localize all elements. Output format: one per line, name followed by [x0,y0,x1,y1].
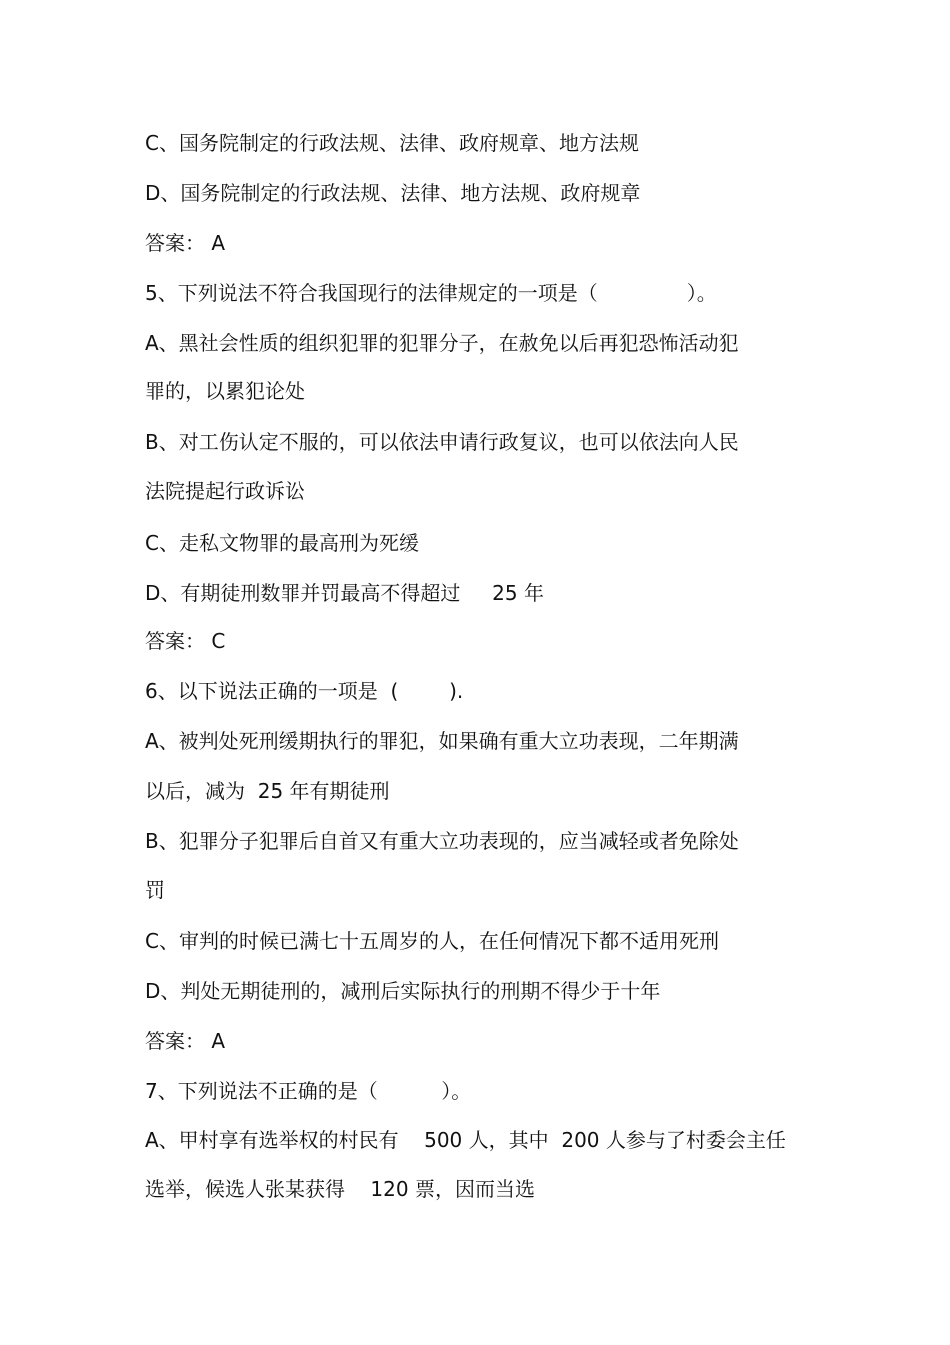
question-6: 6、以下说法正确的一项是 ( ). [145,679,464,703]
option-c-q6: C、审判的时候已满七十五周岁的人，在任何情况下都不适用死刑 [145,929,719,953]
answer-q4: 答案： A [145,231,226,255]
answer-q5: 答案： C [145,629,226,653]
option-d-q6: D、判处无期徒刑的，减刑后实际执行的刑期不得少于十年 [145,979,661,1003]
option-a-q7: A、甲村享有选举权的村民有 500 人，其中 200 人参与了村委会主任 [145,1128,786,1152]
option-a-q6-cont: 以后，减为 25 年有期徒刑 [145,779,390,803]
option-b-q6: B、犯罪分子犯罪后自首又有重大立功表现的，应当减轻或者免除处 [145,829,739,853]
option-b-q5: B、对工伤认定不服的，可以依法申请行政复议，也可以依法向人民 [145,430,739,454]
question-7: 7、下列说法不正确的是（ ）。 [145,1079,472,1103]
option-c-q4: C、国务院制定的行政法规、法律、政府规章、地方法规 [145,131,639,155]
option-b-q5-cont: 法院提起行政诉讼 [145,479,305,503]
option-d-q5: D、有期徒刑数罪并罚最高不得超过 25 年 [145,581,544,605]
option-b-q6-cont: 罚 [145,878,165,902]
option-d-q4: D、国务院制定的行政法规、法律、地方法规、政府规章 [145,181,641,205]
option-a-q5: A、黑社会性质的组织犯罪的犯罪分子，在赦免以后再犯恐怖活动犯 [145,331,739,355]
option-a-q7-cont: 选举，候选人张某获得 120 票，因而当选 [145,1177,535,1201]
option-c-q5: C、走私文物罪的最高刑为死缓 [145,531,419,555]
question-5: 5、下列说法不符合我国现行的法律规定的一项是（ ）。 [145,281,717,305]
option-a-q6: A、被判处死刑缓期执行的罪犯，如果确有重大立功表现，二年期满 [145,729,739,753]
option-a-q5-cont: 罪的，以累犯论处 [145,379,305,403]
answer-q6: 答案： A [145,1029,226,1053]
